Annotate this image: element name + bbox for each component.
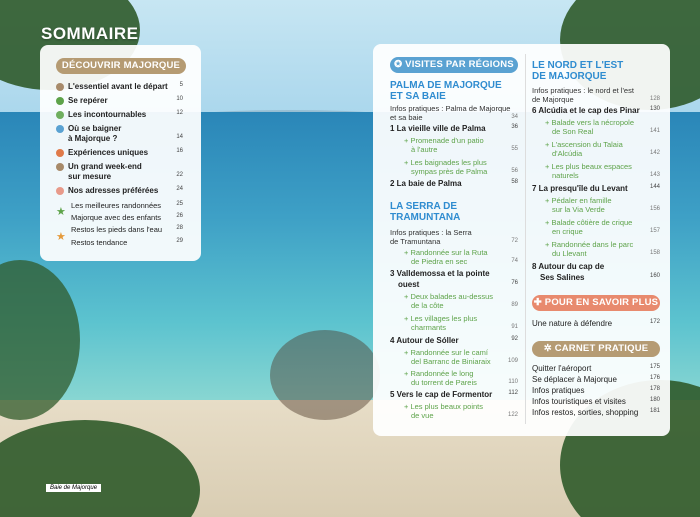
toc-entry-cont[interactable]: à Majorque ? 14 <box>68 134 183 143</box>
compass-icon: ✪ <box>394 59 406 70</box>
toc-entry-cont[interactable]: sur mesure 22 <box>68 172 183 181</box>
savoir-header: ✚ POUR EN SAVOIR PLUS <box>532 295 660 311</box>
sub-entry[interactable]: + Pédaler en famille sur la Via Verde 156 <box>545 196 660 214</box>
flower-icon <box>56 125 64 133</box>
sub-entry[interactable]: + L'ascension du Talaia d'Alcúdia 142 <box>545 140 660 158</box>
sub-entry[interactable]: + Randonnée sur le camí del Barranc de Biniaraix 109 <box>404 348 518 366</box>
star-icon-orange: ★ <box>56 231 66 243</box>
flower-icon <box>56 97 64 105</box>
sub-entry[interactable]: + Randonnée sur la Ruta de Piedra en sec 74 <box>404 248 518 266</box>
toc-entry[interactable]: Nos adresses préférées 24 <box>68 186 183 195</box>
section-title-serra: LA SERRA DE TRAMUNTANA <box>390 201 461 223</box>
toc-entry[interactable]: Majorque avec des enfants 26 <box>71 213 183 222</box>
info-serra[interactable]: Infos pratiques : la Serra de Tramuntana 72 <box>390 228 518 246</box>
chapter-3[interactable]: 3 Valldemossa et la pointe <box>390 269 490 278</box>
toc-entry[interactable]: Restos tendance 29 <box>71 238 183 247</box>
info-palma[interactable]: Infos pratiques : Palma de Majorque et sa baie 34 <box>390 104 518 122</box>
sub-entry[interactable]: + Les plus beaux espaces naturels 143 <box>545 162 660 180</box>
toc-entry[interactable]: Les meilleures randonnées 25 <box>71 201 183 210</box>
sub-entry[interactable]: + Deux balades au-dessus de la côte 89 <box>404 292 518 310</box>
regions-header: ✪ VISITES PAR RÉGIONS <box>390 57 518 73</box>
discover-panel <box>40 45 201 261</box>
toc-entry[interactable]: Les incontournables 12 <box>68 110 183 119</box>
star-icon-green: ★ <box>56 206 66 218</box>
regions-panel <box>373 44 670 436</box>
sub-entry[interactable]: + Les baignades les plus sympas près de Palma 56 <box>404 158 518 176</box>
carnet-header: ✲ CARNET PRATIQUE <box>532 341 660 357</box>
flower-icon <box>56 83 64 91</box>
sub-entry[interactable]: + Randonnée le long du torrent de Pareis 110 <box>404 369 518 387</box>
sub-entry[interactable]: + Les villages les plus charmants 91 <box>404 314 518 332</box>
sub-entry[interactable]: + Promenade d'un patio à l'autre 55 <box>404 136 518 154</box>
toc-entry[interactable]: Se repérer 10 <box>68 96 183 105</box>
sub-entry[interactable]: + Les plus beaux points de vue 122 <box>404 402 518 420</box>
chapter-8-cont[interactable]: Ses Salines 160 <box>540 273 660 282</box>
plus-icon: ✚ <box>533 297 545 308</box>
toc-entry[interactable]: Une nature à défendre 172 <box>532 319 660 328</box>
toc-entry[interactable]: Infos restos, sorties, shopping 181 <box>532 408 660 417</box>
toc-entry[interactable]: Infos touristiques et visites 180 <box>532 397 660 406</box>
sub-entry[interactable]: + Balade vers la nécropole de Son Real 141 <box>545 118 660 136</box>
chapter-3-cont[interactable]: ouest 76 <box>398 280 518 289</box>
chapter-5[interactable]: 5 Vers le cap de Formentor 112 <box>390 390 518 399</box>
chapter-2[interactable]: 2 La baie de Palma 58 <box>390 179 518 188</box>
chapter-1[interactable]: 1 La vieille ville de Palma 36 <box>390 124 518 133</box>
chapter-6[interactable]: 6 Alcúdia et le cap des Pinar 130 <box>532 106 660 115</box>
column-divider <box>525 54 526 424</box>
photo-caption: Baie de Majorque <box>46 484 101 492</box>
discover-header: DÉCOUVRIR MAJORQUE <box>56 58 186 74</box>
flower-icon <box>56 111 64 119</box>
section-title-nord: LE NORD ET L'EST DE MAJORQUE <box>532 60 624 82</box>
toc-entry[interactable]: L'essentiel avant le départ 5 <box>68 82 183 91</box>
toc-entry[interactable]: Restos les pieds dans l'eau 28 <box>71 225 183 234</box>
branch-shadow <box>270 330 380 420</box>
toc-entry[interactable]: Infos pratiques 178 <box>532 386 660 395</box>
flower-icon <box>56 163 64 171</box>
chapter-4[interactable]: 4 Autour de Sóller 92 <box>390 336 518 345</box>
flower-icon <box>56 187 64 195</box>
toc-entry[interactable]: Expériences uniques 16 <box>68 148 183 157</box>
toc-entry[interactable]: Se déplacer à Majorque 176 <box>532 375 660 384</box>
info-nord[interactable]: Infos pratiques : le nord et l'est de Majorque 128 <box>532 86 660 104</box>
flower-icon <box>56 149 64 157</box>
toc-entry[interactable]: Quitter l'aéroport 175 <box>532 364 660 373</box>
sub-entry[interactable]: + Balade côtière de crique en crique 157 <box>545 218 660 236</box>
sub-entry[interactable]: + Randonnée dans le parc du Llevant 158 <box>545 240 660 258</box>
chapter-7[interactable]: 7 La presqu'île du Levant 144 <box>532 184 660 193</box>
toc-entry[interactable]: Où se baigner <box>68 124 122 133</box>
section-title-palma: PALMA DE MAJORQUE ET SA BAIE <box>390 80 502 102</box>
chapter-8[interactable]: 8 Autour du cap de <box>532 262 605 271</box>
gear-icon: ✲ <box>543 343 555 354</box>
page-title: SOMMAIRE <box>41 24 139 43</box>
toc-entry[interactable]: Un grand week-end <box>68 162 142 171</box>
